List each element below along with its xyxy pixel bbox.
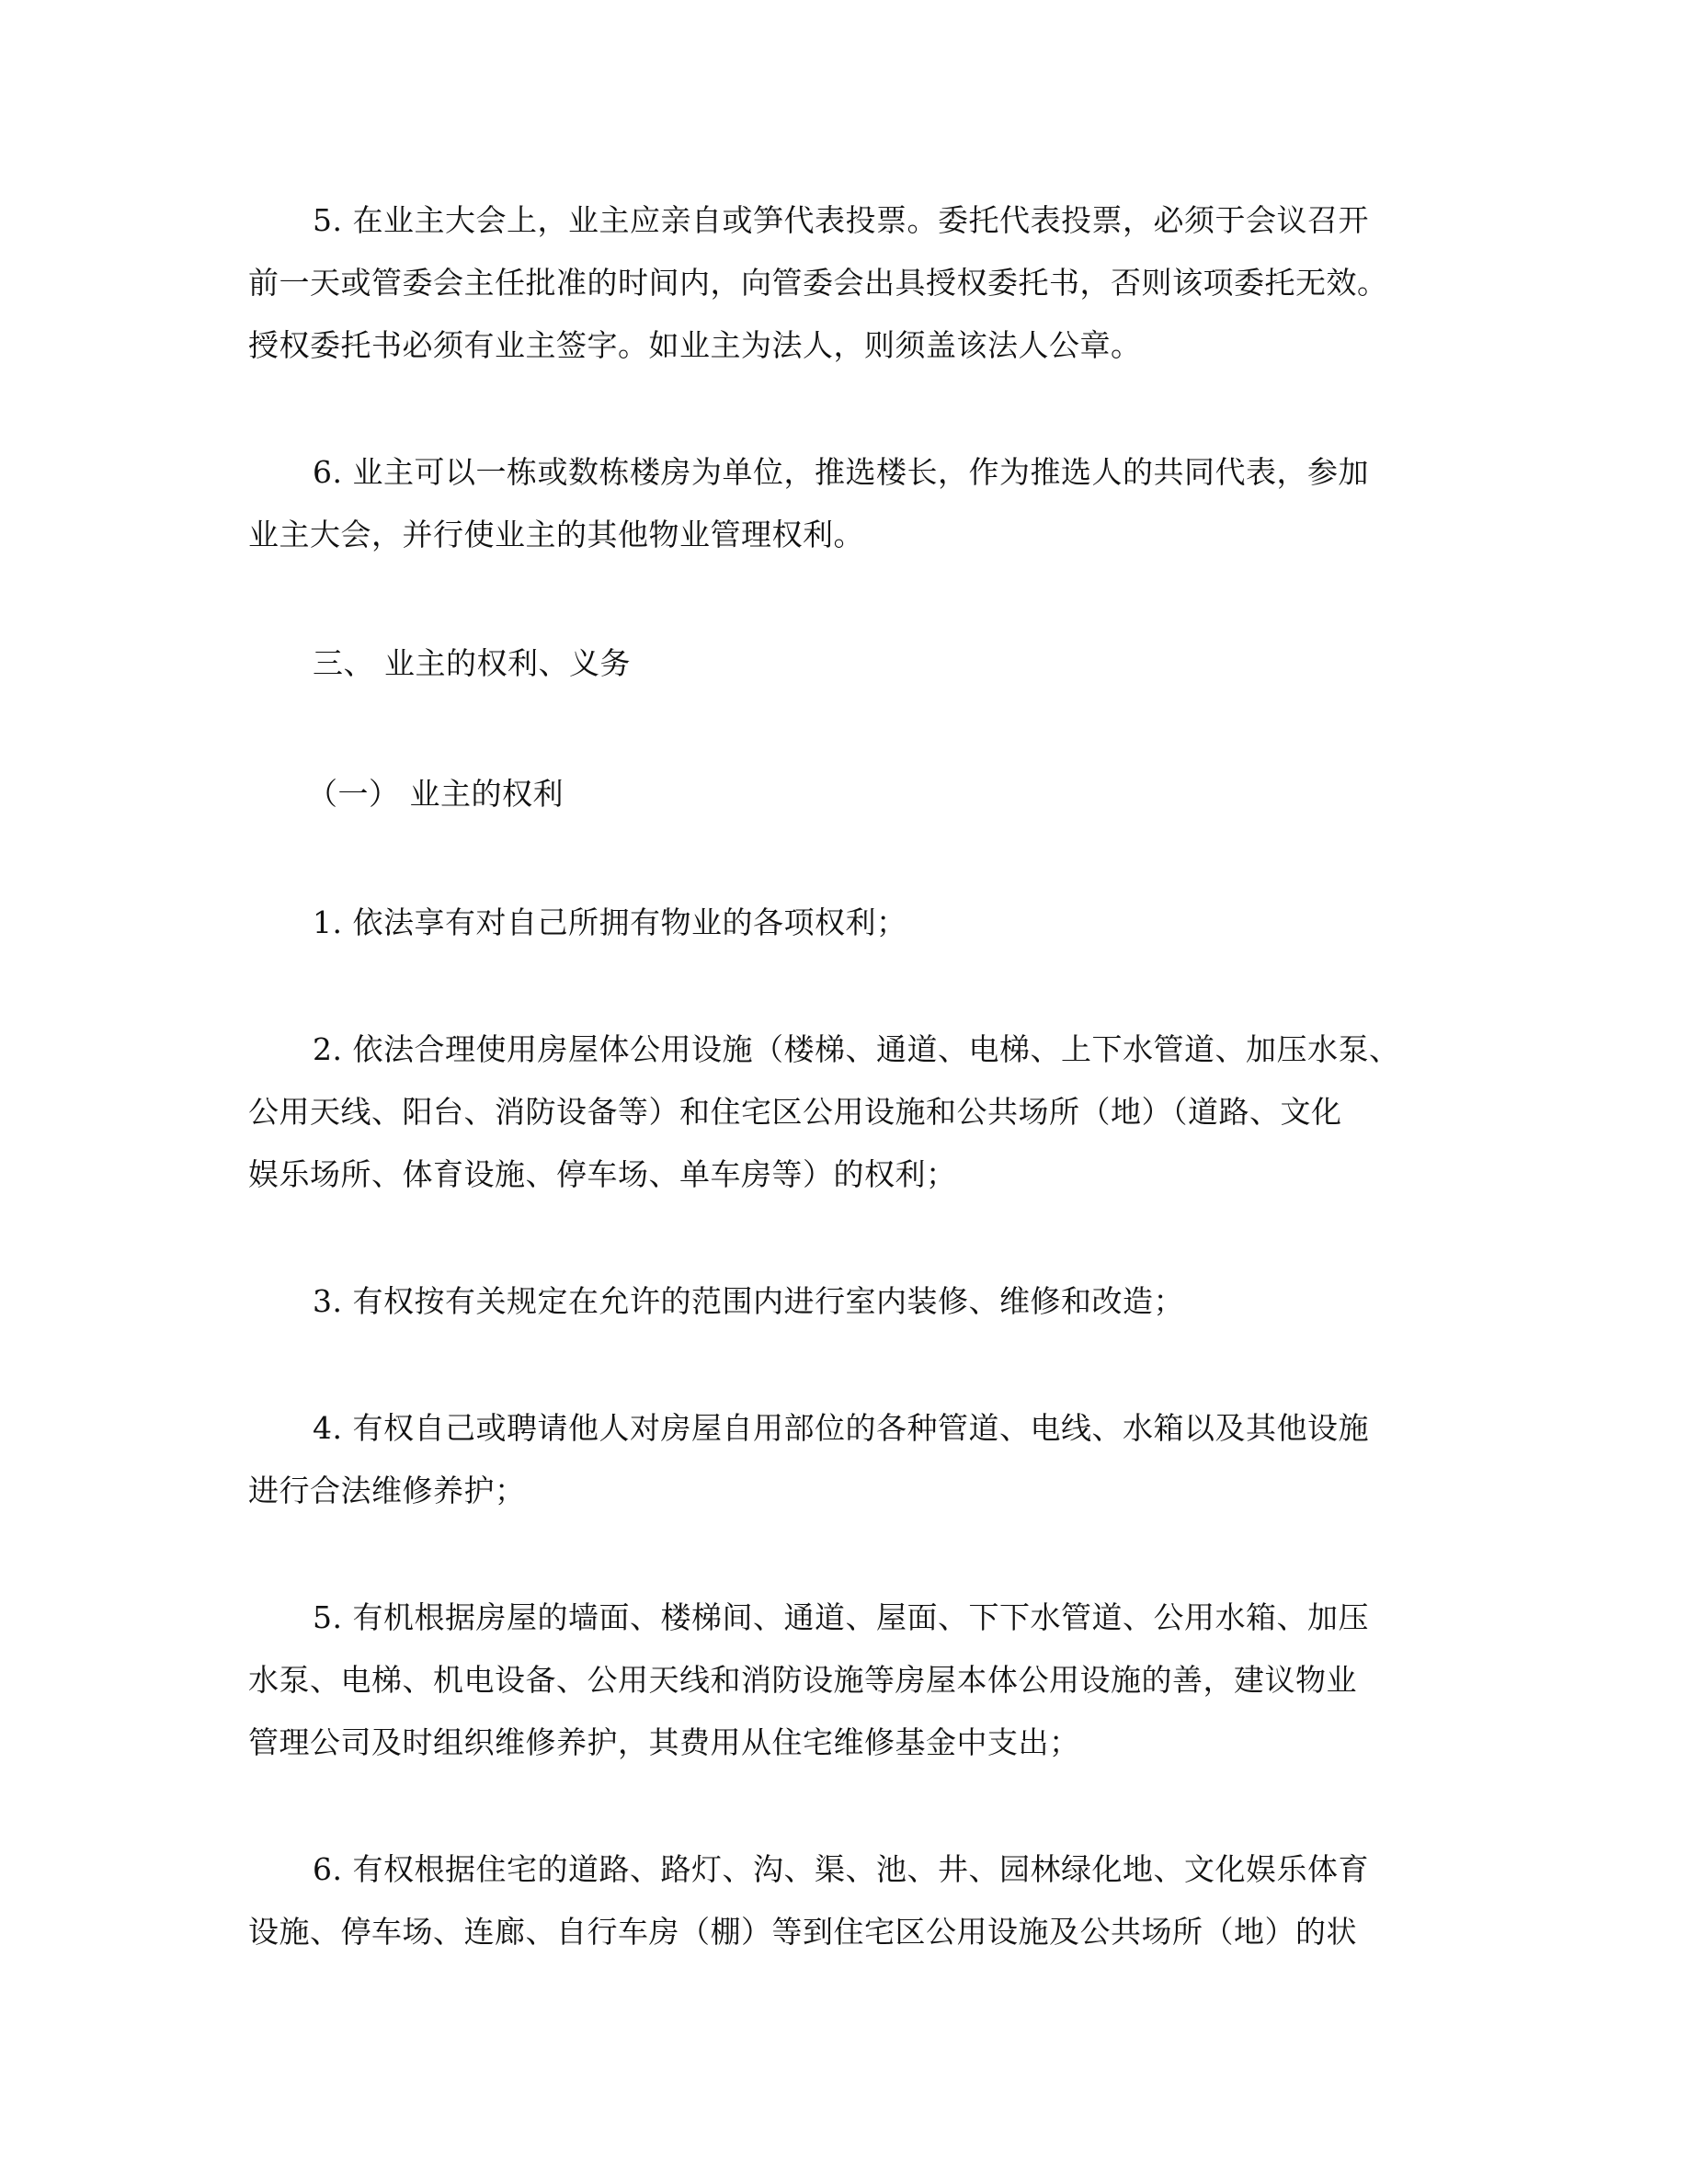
text-line: 4. 有权自己或聘请他人对房屋自用部位的各种管道、电线、水箱以及其他设施 [313,1410,1369,1446]
paragraph-right-2 [248,1018,1434,1206]
text-line: 1. 依法享有对自己所拥有物业的各项权利； [313,904,907,940]
text-line: 管理公司及时组织维修养护，其费用从住宅维修基金中支出； [248,1724,1080,1760]
paragraph-right-4 [248,1397,1434,1522]
text-line: 5. 有机根据房屋的墙面、楼梯间、通道、屋面、下下水管道、公用水箱、加压 [313,1599,1369,1635]
paragraph-item-5-voting [248,189,1434,377]
text-line: 3. 有权按有关规定在允许的范围内进行室内装修、维修和改造； [313,1283,1184,1319]
paragraph-right-3 [248,1270,1434,1333]
heading-text: 三、 业主的权利、义务 [313,645,631,681]
paragraph-right-6 [248,1838,1434,1963]
text-line: 娱乐场所、体育设施、停车场、单车房等）的权利； [248,1156,957,1192]
section-heading-owner-rights-duties [313,632,1499,695]
heading-text: （一） 业主的权利 [307,776,564,812]
paragraph-right-5 [248,1587,1434,1774]
subsection-heading-owner-rights [307,763,1493,825]
text-line: 前一天或管委会主任批准的时间内，向管委会出具授权委托书，否则该项委托无效。 [248,265,1388,301]
text-line: 5. 在业主大会上，业主应亲自或笋代表投票。委托代表投票，必须于会议召开 [313,202,1369,238]
text-line: 公用天线、阳台、消防设备等）和住宅区公用设施和公共场所（地）（道路、文化 [248,1094,1342,1130]
paragraph-right-1 [248,892,1434,954]
text-line: 6. 有权根据住宅的道路、路灯、沟、渠、池、井、园林绿化地、文化娱乐体育 [313,1851,1369,1887]
text-line: 业主大会，并行使业主的其他物业管理权利。 [248,517,864,552]
text-line: 授权委托书必须有业主签字。如业主为法人，则须盖该法人公章。 [248,327,1142,363]
text-line: 进行合法维修养护； [248,1473,526,1508]
text-line: 水泵、电梯、机电设备、公用天线和消防设施等房屋本体公用设施的善，建议物业 [248,1662,1357,1698]
text-line: 设施、停车场、连廊、自行车房（棚）等到住宅区公用设施及公共场所（地）的状 [248,1914,1357,1950]
text-line: 6. 业主可以一栋或数栋楼房为单位，推选楼长，作为推选人的共同代表，参加 [313,454,1369,490]
text-line: 2. 依法合理使用房屋体公用设施（楼梯、通道、电梯、上下水管道、加压水泵、 [313,1031,1400,1067]
paragraph-item-6-building-leader [248,441,1434,566]
